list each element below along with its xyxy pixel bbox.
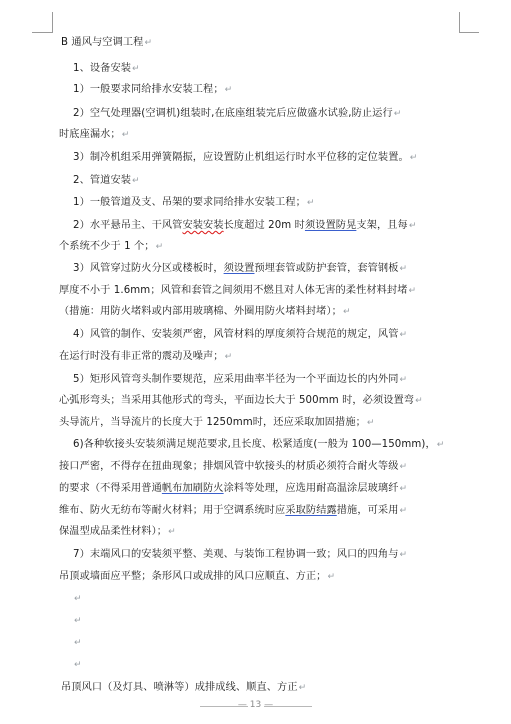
text-line	[73, 174, 140, 188]
spellcheck-underlined-text: 安装安装	[182, 220, 224, 231]
text-line	[73, 328, 407, 342]
text-line	[73, 219, 416, 233]
paragraph-mark-icon: ↵	[399, 550, 408, 560]
text-line	[73, 262, 407, 276]
paragraph-mark-icon: ↵	[132, 176, 140, 186]
grammar-underlined-text: 采取防结露	[285, 505, 337, 516]
text-line	[59, 305, 351, 319]
paragraph-mark-icon: ↵	[74, 616, 82, 626]
line-text: 2、管道安装	[73, 175, 132, 186]
text-line	[59, 394, 423, 408]
paragraph-mark-icon: ↵	[393, 109, 402, 119]
text-line	[73, 107, 401, 121]
paragraph-mark-icon: ↵	[399, 264, 408, 274]
line-text: B 通风与空调工程	[61, 37, 144, 48]
page-number: — 13 —	[237, 700, 274, 710]
text-line	[73, 592, 82, 606]
text-line	[59, 460, 407, 474]
text-line	[73, 658, 82, 672]
grammar-underlined-text: 须设置	[223, 263, 255, 274]
paragraph-mark-icon: ↵	[415, 396, 423, 406]
crop-mark-top-left-v	[52, 12, 53, 33]
line-text: （措施：用防火堵料或内部用玻璃棉、外圈用防火堵料封堵）；	[59, 306, 342, 317]
line-text: 头导流片，当导流片的长度大于 1250mm时，还应采取加固措施；	[59, 417, 366, 428]
crop-mark-top-left-h	[32, 32, 52, 33]
grammar-underlined-text: 须设置防晃	[304, 220, 357, 231]
line-text: 1）一般管道及支、吊架的要求同给排水安装工程；	[73, 197, 306, 208]
line-text: 4）风管的制作、安装须严密，风管材料的厚度须符合规范的规定，风管	[73, 329, 399, 340]
paragraph-mark-icon: ↵	[399, 330, 408, 340]
paragraph-mark-icon: ↵	[399, 462, 408, 472]
line-text: 2）空气处理器(空调机)组装时,在底座组装完后应做盛水试验,防止运行	[73, 108, 393, 119]
grammar-underlined-text: 帆布加刷防火	[161, 483, 224, 494]
line-text: 心弧形弯头；当采用其他形式的弯头，平面边长大于 500mm 时，必须设置弯	[59, 395, 415, 406]
text-line	[61, 36, 152, 50]
line-text: 1、设备安装	[73, 63, 132, 74]
paragraph-mark-icon: ↵	[298, 683, 307, 693]
paragraph-mark-icon: ↵	[224, 352, 233, 362]
line-text: 支架，且每	[356, 220, 408, 231]
paragraph-mark-icon: ↵	[224, 85, 233, 95]
paragraph-mark-icon: ↵	[408, 286, 417, 296]
text-line	[73, 151, 417, 165]
text-line	[59, 570, 335, 584]
line-text: 措施，可采用	[336, 505, 399, 516]
line-text: 时底座漏水；	[59, 129, 121, 140]
paragraph-mark-icon: ↵	[121, 130, 130, 140]
paragraph-mark-icon: ↵	[408, 221, 417, 231]
text-line	[59, 416, 375, 430]
paragraph-mark-icon: ↵	[327, 572, 336, 582]
paragraph-mark-icon: ↵	[399, 506, 408, 516]
paragraph-mark-icon: ↵	[144, 38, 153, 48]
text-line	[73, 196, 315, 210]
line-text: 预埋套管或防护套管，套管钢板	[254, 263, 399, 274]
crop-mark-top-right-v	[459, 12, 460, 33]
text-line	[59, 284, 416, 298]
line-text: 2）水平悬吊主、干风管	[73, 220, 183, 231]
paragraph-mark-icon: ↵	[399, 375, 408, 385]
text-line	[73, 438, 444, 452]
line-text: 吊顶或墙面应平整；条形风口或成排的风口应顺直、方正；	[59, 571, 327, 582]
line-text: 接口严密，不得存在扭曲现象；排烟风管中软接头的材质必须符合耐火等级	[59, 461, 399, 472]
line-text: 在运行时没有非正常的震动及噪声；	[59, 351, 224, 362]
text-line	[73, 62, 140, 76]
text-line	[59, 525, 176, 539]
line-text: 个系统不少于 1 个；	[59, 241, 155, 252]
text-line	[73, 373, 407, 387]
paragraph-mark-icon: ↵	[74, 638, 82, 648]
text-line	[59, 504, 407, 518]
paragraph-mark-icon: ↵	[399, 484, 408, 494]
line-text: 7）末端风口的安装须平整、美观、与装饰工程协调一致；风口的四角与	[73, 549, 399, 560]
paragraph-mark-icon: ↵	[366, 418, 375, 428]
paragraph-mark-icon: ↵	[436, 440, 445, 450]
line-text: 吊顶风口（及灯具、喷淋等）成排成线、顺直、方正	[61, 682, 298, 693]
text-line	[59, 128, 129, 142]
text-line	[73, 548, 407, 562]
line-text: 维布、防火无纺布等耐火材料；用于空调系统时应	[59, 505, 286, 516]
line-text: 1）一般要求同给排水安装工程；	[73, 84, 224, 95]
line-text: 6)各种软接头安装须满足规范要求,且长度、松紧适度(一般为 100—150mm)，	[73, 439, 436, 450]
line-text: 厚度不小于 1.6mm；风管和套管之间须用不燃且对人体无害的柔性材料封堵	[59, 285, 408, 296]
text-line	[73, 636, 82, 650]
paragraph-mark-icon: ↵	[342, 307, 351, 317]
text-line	[73, 83, 232, 97]
line-text: 保温型成品柔性材料）；	[59, 526, 168, 537]
line-text: 的要求（不得采用普通	[59, 483, 162, 494]
text-line	[61, 681, 306, 695]
line-text: 涂料等处理，应选用耐高温涂层玻璃纤	[223, 483, 399, 494]
text-line	[59, 240, 163, 254]
paragraph-mark-icon: ↵	[132, 64, 140, 74]
paragraph-mark-icon: ↵	[74, 594, 82, 604]
text-line	[59, 482, 407, 496]
paragraph-mark-icon: ↵	[155, 242, 164, 252]
paragraph-mark-icon: ↵	[409, 153, 418, 163]
paragraph-mark-icon: ↵	[74, 660, 82, 670]
line-text: 3）制冷机组采用弹簧隔振，应设置防止机组运行时水平位移的定位装置。	[73, 152, 409, 163]
text-line	[73, 614, 82, 628]
text-line	[59, 350, 232, 364]
crop-mark-top-right-h	[459, 32, 479, 33]
line-text: 长度超过 20m 时	[223, 220, 305, 231]
paragraph-mark-icon: ↵	[168, 527, 176, 537]
line-text: 5）矩形风管弯头制作要规范，应采用曲率半径为一个平面边长的内外同	[73, 374, 399, 385]
line-text: 3）风管穿过防火分区或楼板时，	[73, 263, 224, 274]
paragraph-mark-icon: ↵	[306, 198, 315, 208]
